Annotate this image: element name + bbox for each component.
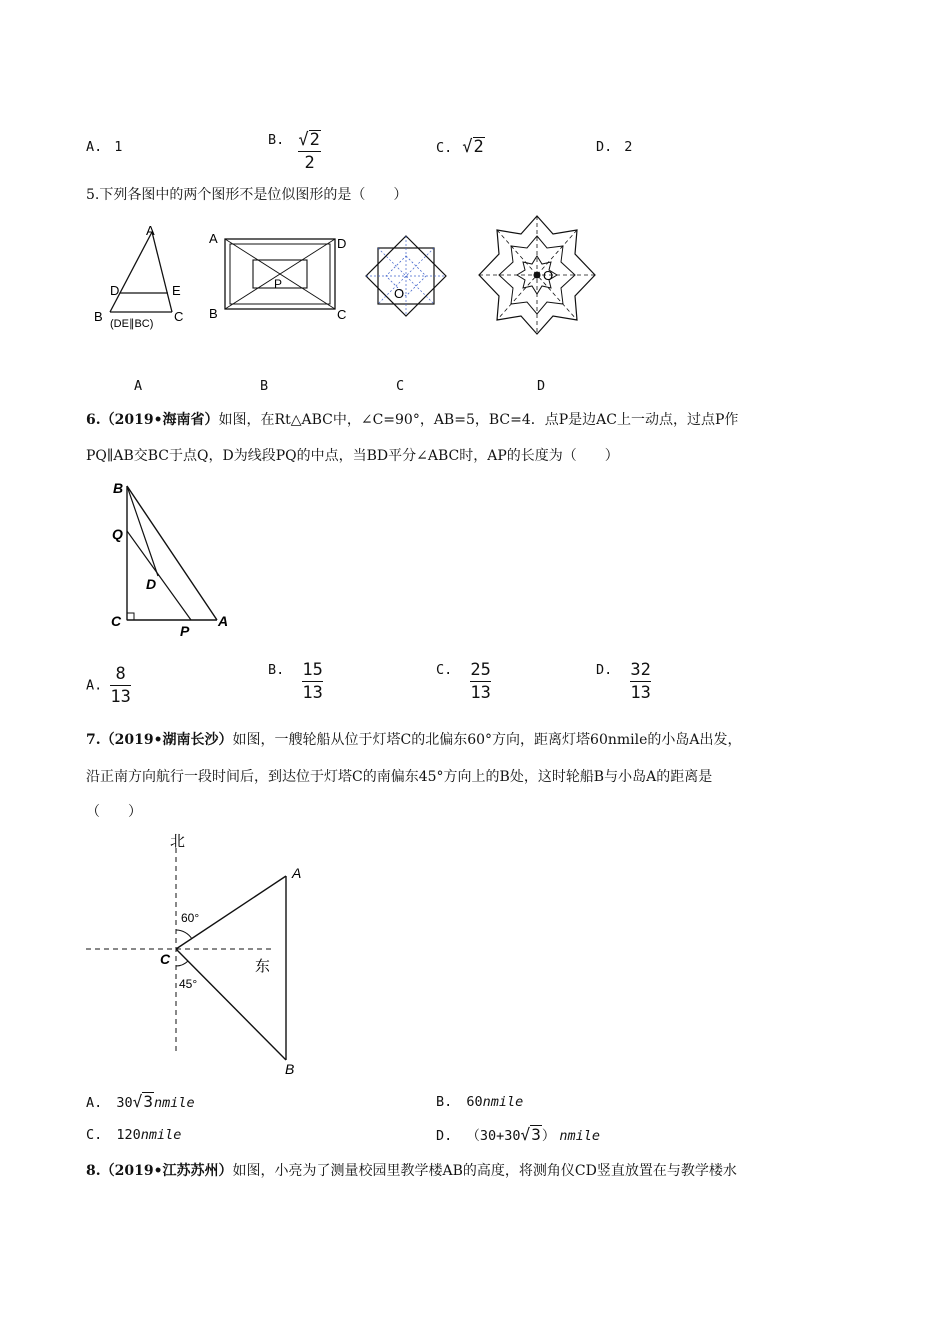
q4-option-c: C. √2: [436, 137, 484, 157]
label-north: 北: [170, 833, 186, 850]
label-e: E: [172, 283, 181, 298]
label-c: C: [160, 951, 171, 967]
q4-option-d: D. 2: [596, 139, 633, 155]
label-b: B: [113, 480, 124, 496]
label-angle-45: 45°: [179, 977, 198, 991]
label-c: C: [337, 307, 347, 322]
q6-option-a: A. $\frac{8}{13}$: [86, 664, 131, 707]
label-b: B: [209, 306, 218, 321]
label-angle-60: 60°: [181, 911, 200, 925]
q7-figure: [80, 830, 320, 1080]
q6-stem-line2: PQ∥AB交BC于点Q，D为线段PQ的中点，当BD平分∠ABC时，AP的长度为（ ）: [86, 448, 619, 464]
q7-option-c: C. 120nmile: [86, 1127, 182, 1143]
q6-option-c: C. $\frac{25}{13}$: [436, 660, 491, 703]
q6-option-b: B. $\frac{15}{13}$: [268, 660, 323, 703]
q5-stem: 5.下列各图中的两个图形不是位似图形的是（ ）: [86, 187, 408, 203]
q6-option-d: D. $\frac{32}{13}$: [596, 660, 651, 703]
label-east: 东: [255, 958, 271, 975]
q6-stem-line1: 6.（2019•海南省）如图，在Rt△ABC中，∠C=90°，AB=5，BC=4．点P是边AC上一动点，过点P作: [86, 412, 739, 428]
label-c: C: [111, 613, 122, 629]
q7-option-b: B. 60nmile: [436, 1094, 524, 1110]
q8-stem-line1: 8.（2019•江苏苏州）如图，小亮为了测量校园里教学楼AB的高度，将测角仪CD竖直放置在与教学楼水: [86, 1163, 737, 1179]
label-o: O: [394, 286, 405, 301]
q4-option-b: B. $\frac{√2}{2}$: [268, 130, 320, 173]
q7-stem-line2: 沿正南方向航行一段时间后，到达位于灯塔C的南偏东45°方向上的B处，这时轮船B与小岛A的距离是: [86, 769, 713, 785]
label-a: A: [292, 865, 302, 881]
q5-figure-a: [90, 222, 185, 334]
label-d: D: [146, 576, 157, 592]
q6-figure: [105, 476, 240, 638]
q7-option-a: A. 30√3nmile: [86, 1092, 195, 1111]
label-a: A: [146, 223, 155, 238]
q5-caption-a: A: [134, 378, 143, 394]
q5-caption-b: B: [260, 378, 269, 394]
label-d: D: [110, 283, 120, 298]
label-a: A: [209, 231, 218, 246]
q7-stem-line1: 7.（2019•湖南长沙）如图，一艘轮船从位于灯塔C的北偏东60°方向，距离灯塔60nmile的小岛A出发，: [86, 732, 742, 748]
q5-caption-d: D: [537, 378, 546, 394]
label-d: D: [337, 236, 347, 251]
q5-figure-b: [205, 228, 350, 328]
label-note: (DE∥BC): [110, 318, 154, 330]
q5-caption-c: C: [396, 378, 405, 394]
q5-figure-c: [362, 232, 450, 320]
label-c: C: [174, 309, 184, 324]
label-p: P: [274, 277, 283, 291]
label-o: O: [543, 268, 554, 283]
label-b: B: [285, 1061, 295, 1077]
label-a: A: [218, 613, 229, 629]
label-b: B: [94, 309, 103, 324]
q7-option-d: D. （30+30√3） nmile: [436, 1125, 600, 1144]
q5-figure-d: [475, 214, 600, 336]
q4-option-a: A. 1: [86, 139, 123, 155]
q7-stem-line3: （ ）: [86, 804, 142, 820]
label-p: P: [180, 623, 190, 638]
label-q: Q: [112, 526, 123, 542]
